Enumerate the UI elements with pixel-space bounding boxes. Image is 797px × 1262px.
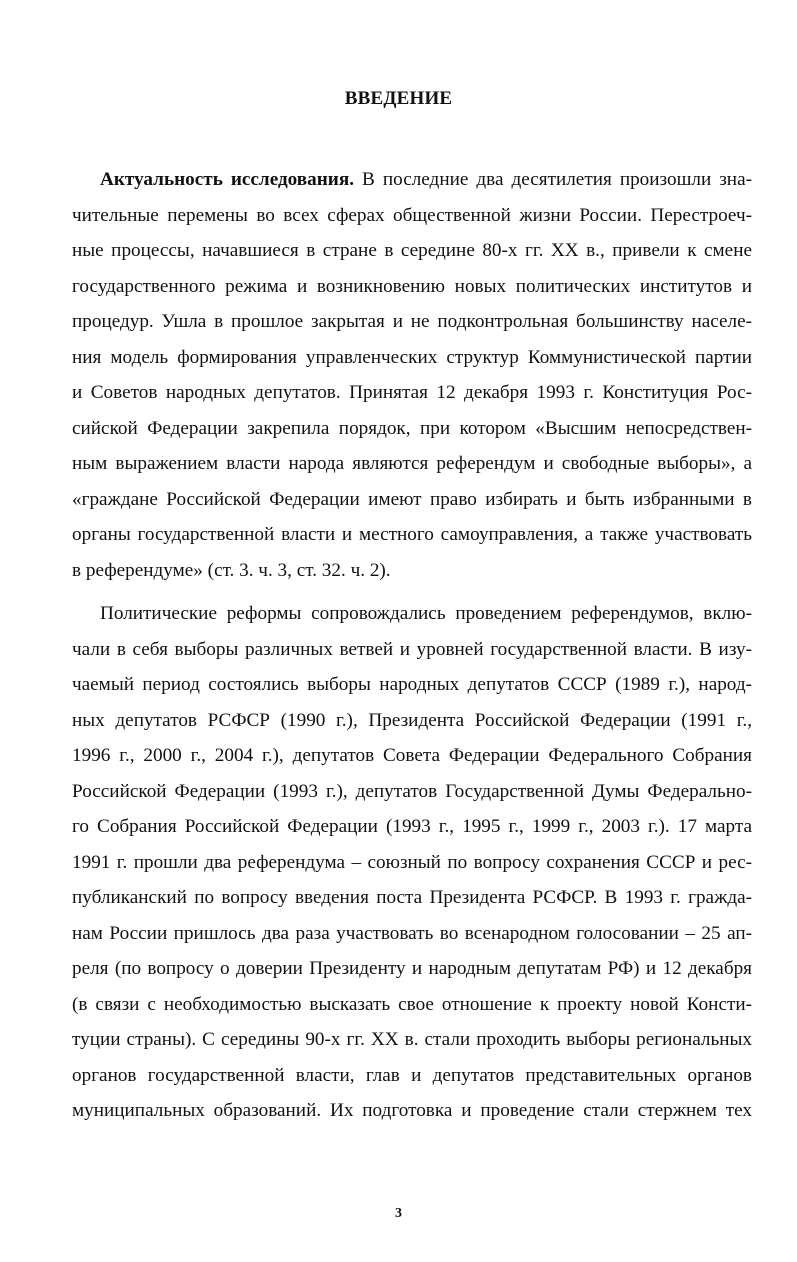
paragraph-lead: Актуальность исследования. bbox=[100, 169, 355, 190]
paragraph-2-line: публиканский по вопросу введения поста Президента РСФСР. В 1993 г. гражда- bbox=[72, 887, 752, 908]
paragraph-1-line: процедур. Ушла в прошлое закрытая и не подконтрольная большинству населе- bbox=[72, 311, 752, 332]
paragraph-1-line-1-text: В последние два десятилетия произошли зна- bbox=[354, 169, 752, 190]
paragraph-1-line: и Советов народных депутатов. Принятая 12 декабря 1993 г. Конституция Рос- bbox=[72, 382, 752, 403]
page-number: 3 bbox=[395, 1206, 402, 1221]
paragraph-2-line: чали в себя выборы различных ветвей и уровней государственной власти. В изу- bbox=[72, 638, 752, 660]
paragraph-2-line: го Собрания Российской Федерации (1993 г., 1995 г., 1999 г., 2003 г.). 17 марта bbox=[72, 816, 752, 837]
paragraph-1-line: чительные перемены во всех сферах общественной жизни России. Перестроеч- bbox=[72, 204, 752, 226]
paragraph-2-line: 1996 г., 2000 г., 2004 г.), депутатов Совета Федерации Федерального Собрания bbox=[72, 745, 752, 766]
paragraph-2-line: (в связи с необходимостью высказать свое отношение к проекту новой Консти- bbox=[72, 993, 752, 1015]
paragraph-1-line: ные процессы, начавшиеся в стране в середине 80-х гг. XX в., привели к смене bbox=[72, 240, 752, 261]
paragraph-2-line: 1991 г. прошли два референдума – союзный по вопросу сохранения СССР и рес- bbox=[72, 851, 752, 873]
paragraph-1-line: в референдуме» (ст. 3. ч. 3, ст. 32. ч. 2). bbox=[72, 559, 391, 581]
paragraph-2-line: туции страны). С середины 90-х гг. XX в. стали проходить выборы региональных bbox=[72, 1029, 752, 1050]
paragraph-2-line: ных депутатов РСФСР (1990 г.), Президента Российской Федерации (1991 г., bbox=[72, 709, 752, 731]
paragraph-2-line: нам России пришлось два раза участвовать во всенародном голосовании – 25 ап- bbox=[72, 922, 752, 944]
page-title: ВВЕДЕНИЕ bbox=[344, 88, 453, 109]
paragraph-gap bbox=[72, 588, 752, 596]
paragraph-1-line: государственного режима и возникновению новых политических институтов и bbox=[72, 275, 752, 297]
paragraph-1-line-1 bbox=[72, 162, 752, 198]
paragraph-2-line: муниципальных образований. Их подготовка и проведение стали стержнем тех bbox=[72, 1100, 752, 1121]
paragraph-2-line: Российской Федерации (1993 г.), депутатов Государственной Думы Федерально- bbox=[72, 780, 752, 802]
paragraph-1-line: сийской Федерации закрепила порядок, при котором «Высшим непосредствен- bbox=[72, 417, 752, 439]
paragraph-2-line: Политические реформы сопровождались проведением референдумов, вклю- bbox=[100, 603, 752, 624]
paragraph-2-line: органов государственной власти, глав и депутатов представительных органов bbox=[72, 1064, 752, 1086]
paragraph-1-line: органы государственной власти и местного самоуправления, а также участвовать bbox=[72, 524, 752, 545]
paragraph-2-line: чаемый период состоялись выборы народных депутатов СССР (1989 г.), народ- bbox=[72, 674, 752, 695]
paragraph-1-line: ния модель формирования управленческих структур Коммунистической партии bbox=[72, 346, 752, 368]
paragraph-1-line: «граждане Российской Федерации имеют право избирать и быть избранными в bbox=[72, 488, 752, 510]
body-text bbox=[72, 162, 752, 1129]
paragraph-2-line: реля (по вопросу о доверии Президенту и народным депутатам РФ) и 12 декабря bbox=[72, 958, 752, 979]
paragraph-1-line: ным выражением власти народа являются референдум и свободные выборы», а bbox=[72, 453, 752, 474]
